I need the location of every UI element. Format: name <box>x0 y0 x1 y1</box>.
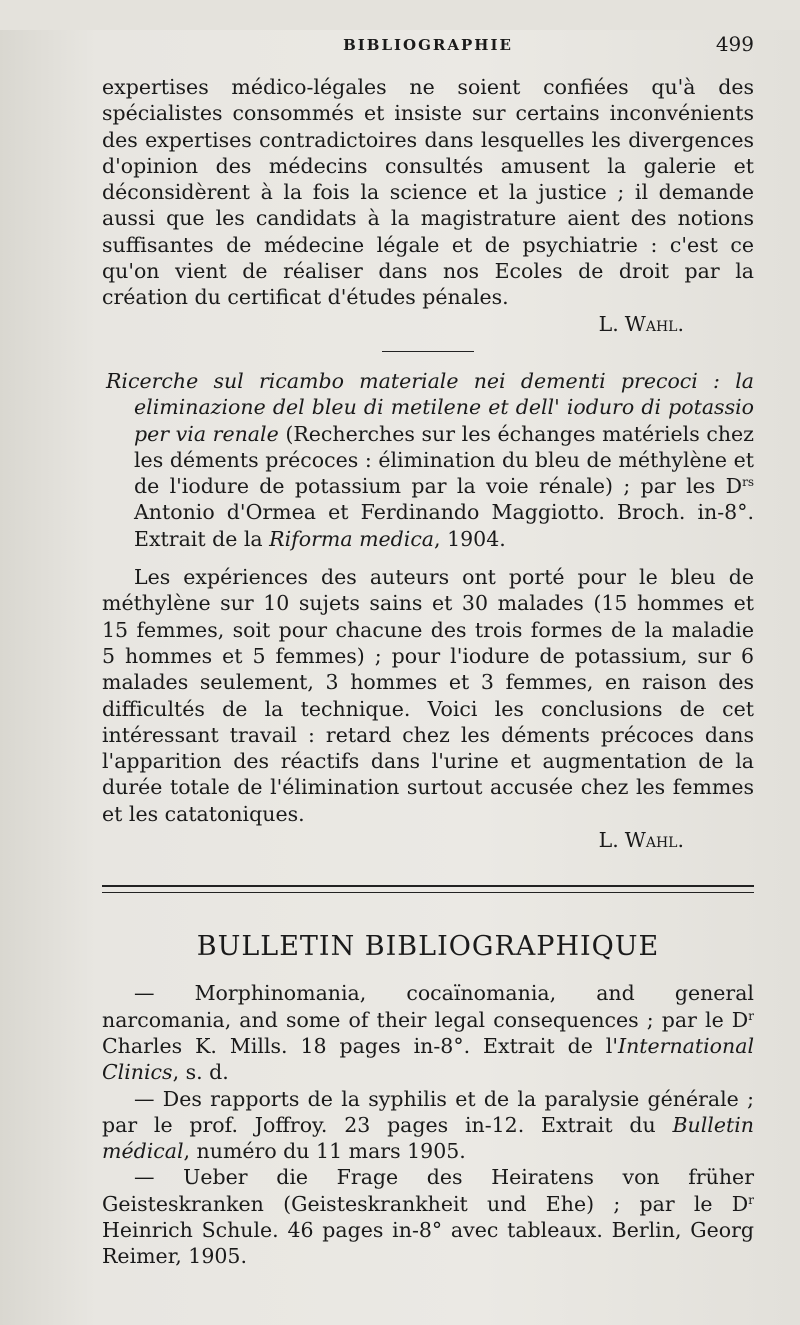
section-double-rule <box>102 885 754 893</box>
review-1-body: expertises médico-légales ne soient confiées qu'à des spécialistes consommés et insiste sur certains inconvénients des expertises contradictoires dans lesquelles les divergences d'opinion des médecins consultés amusent la galerie et déconsidèrent à la fois la science et la justice ; il demande aussi que les candidats à la magistrature aient des notions suffisantes de médecine légale et de psychiatrie : c'est ce qu'on vient de réaliser dans nos Ecoles de droit par la création du certificat d'études pénales. <box>102 75 754 310</box>
running-title: BIBLIOGRAPHIE <box>343 36 513 54</box>
entry-tail: , numéro du 11 mars 1905. <box>183 1139 466 1164</box>
review-2-translation: (Recherches sur les échanges matériels chez les déments précoces : élimination du bleu de méthylène et de l'iodure de potassium par la voie rénale) ; par les D <box>134 421 754 499</box>
signature-name: Wahl. <box>624 311 684 336</box>
entry-lead: — Morphinomania, cocaïnomania, and general narcomania, and some of their legal consequences ; par le D <box>102 981 754 1032</box>
review-2-title-sup: rs <box>742 475 754 490</box>
review-2-journal: Riforma medica <box>269 526 435 551</box>
review-2-authors: Antonio d'Ormea et Ferdinando Maggiotto. Broch. in-8°. Extrait de la <box>134 500 754 551</box>
review-2-body: Les expériences des auteurs ont porté pour le bleu de méthylène sur 10 sujets sains et 30 malades (15 hommes et 15 femmes, soit pour chacune des trois formes de la maladie 5 hommes et 5 femmes) ; pour l'iodure de potassium, sur 6 malades seulement, 3 hommes et 3 femmes, en raison des difficultés de la technique. Voici les conclusions de cet intéressant travail : retard chez les déments précoces dans l'apparition des réactifs dans l'urine et augmentation de la durée totale de l'élimination surtout accusée chez les femmes et les catatoniques. <box>102 565 754 826</box>
signature-initial: L. <box>598 828 619 853</box>
bulletin-entry <box>102 980 754 1085</box>
entry-lead: — Des rapports de la syphilis et de la paralysie générale ; par le prof. Joffroy. 23 pages in-12. Extrait du <box>102 1086 754 1137</box>
review-2-journal-rest: , 1904. <box>434 526 506 551</box>
bulletin-entry <box>102 1086 754 1165</box>
entry-mid: Charles K. Mills. 18 pages in-8°. Extrait de l' <box>102 1033 618 1058</box>
signature-name: Wahl. <box>624 828 684 853</box>
bulletin-title: BULLETIN BIBLIOGRAPHIQUE <box>196 931 660 963</box>
separator-rule <box>382 351 474 352</box>
running-head <box>102 30 754 74</box>
spacer <box>102 552 754 564</box>
entry-sup: r <box>748 1192 754 1207</box>
signature-initial: L. <box>598 311 619 336</box>
entry-sup: r <box>748 1008 754 1023</box>
review-2-signature <box>102 827 754 853</box>
review-2-title: Ricerche sul ricambo materiale nei dementi precoci : la eliminazione del bleu di metilene et dell' ioduro di potassio per via renale <box>106 368 754 446</box>
review-1-signature <box>102 311 754 337</box>
bulletin-entry <box>102 1164 754 1269</box>
entry-tail: , s. d. <box>172 1060 229 1085</box>
entry-journal: Bulletin médical <box>102 1112 754 1164</box>
review-2-citation <box>106 368 754 552</box>
entry-journal: International Clinics <box>102 1033 754 1085</box>
page-number: 499 <box>715 32 754 56</box>
entry-tail: Heinrich Schule. 46 pages in-8° avec tableaux. Berlin, Georg Reimer, 1905. <box>102 1217 754 1269</box>
entry-lead: — Ueber die Frage des Heiratens von früher Geisteskranken (Geisteskrankheit und Ehe) ; par le D <box>102 1165 754 1216</box>
book-page <box>0 30 800 1325</box>
